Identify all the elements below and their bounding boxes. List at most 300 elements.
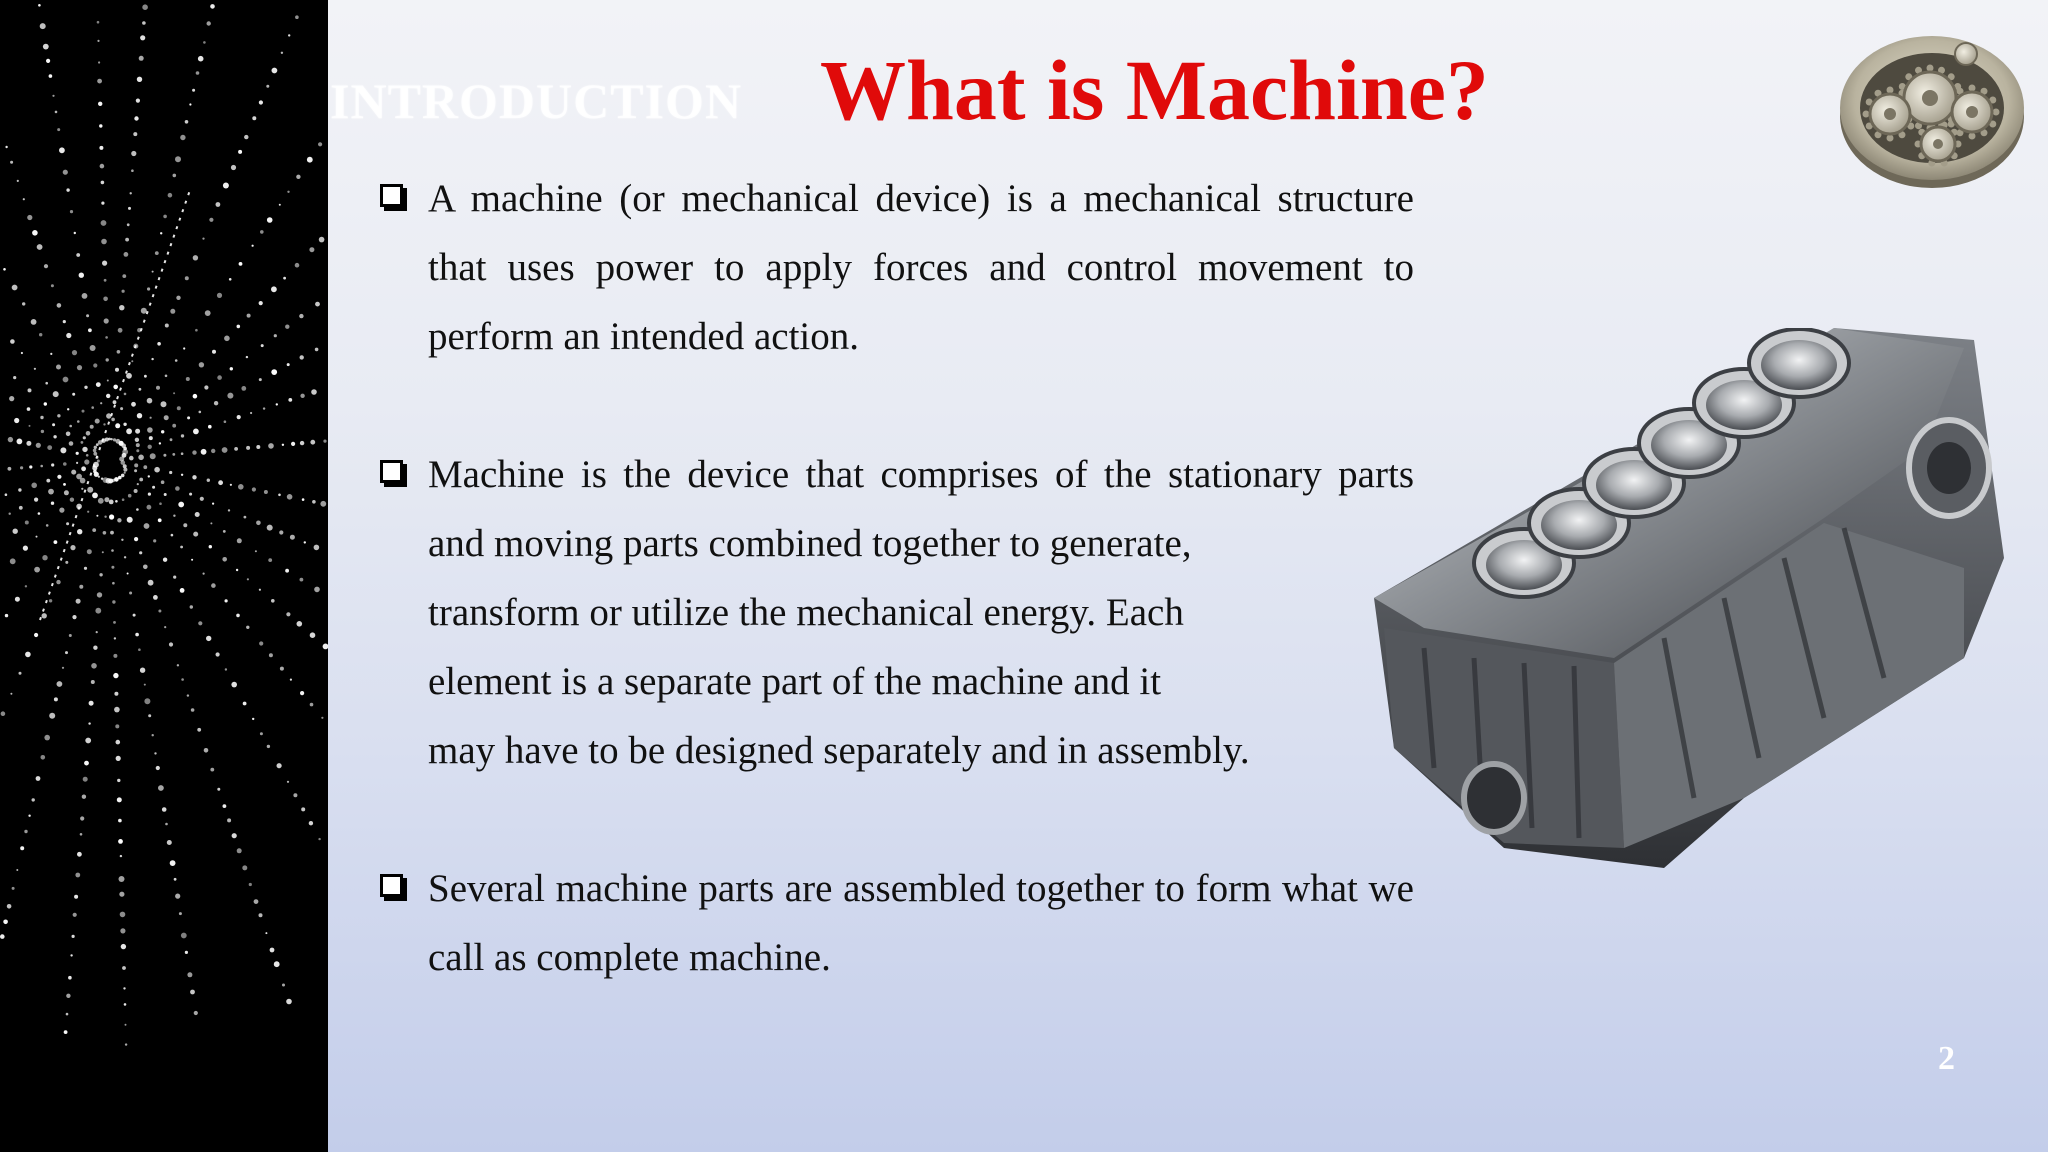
decorative-dot (199, 411, 202, 414)
decorative-dot (69, 634, 72, 637)
decorative-dot (224, 336, 230, 342)
decorative-dot (203, 573, 205, 575)
decorative-dot (191, 708, 195, 712)
decorative-dot (237, 325, 241, 329)
decorative-dot (178, 502, 184, 508)
decorative-dot (125, 1043, 127, 1045)
decorative-dot (29, 425, 31, 427)
decorative-dot (82, 447, 87, 452)
decorative-dot (83, 777, 88, 782)
decorative-dot (54, 540, 58, 544)
decorative-dot (24, 830, 27, 833)
decorative-dot (272, 68, 278, 74)
decorative-dot (52, 95, 54, 97)
decorative-dot (84, 761, 89, 766)
decorative-dot (104, 497, 109, 502)
decorative-dot (25, 652, 31, 658)
decorative-dot (147, 505, 152, 510)
decorative-dot (271, 599, 275, 603)
decorative-dot (138, 648, 141, 651)
decorative-dot (310, 440, 315, 445)
decorative-dot (314, 545, 320, 551)
decorative-dot (19, 672, 22, 675)
decorative-dot (127, 517, 133, 523)
decorative-dot (214, 401, 218, 405)
decorative-dot (150, 453, 156, 459)
decorative-dot (141, 308, 147, 314)
decorative-dot (174, 878, 177, 881)
decorative-dot (10, 558, 16, 564)
decorative-dot (19, 506, 23, 510)
decorative-dot (250, 412, 252, 414)
decorative-dot (34, 633, 38, 637)
decorative-dot (158, 518, 162, 522)
decorative-dot (165, 823, 168, 826)
decorative-dot (158, 785, 164, 791)
decorative-dot (192, 450, 196, 454)
decorative-dot (91, 680, 95, 684)
decorative-dot (101, 220, 107, 226)
decorative-dot (301, 807, 305, 811)
decorative-dot (118, 328, 123, 333)
decorative-dot (53, 435, 56, 438)
decorative-dot (114, 707, 120, 713)
decorative-dot (134, 116, 138, 120)
decorative-dot (64, 1030, 68, 1034)
decorative-dot (101, 202, 104, 205)
decorative-dot (135, 438, 139, 442)
decorative-dot (57, 475, 61, 479)
decorative-dot (309, 247, 314, 252)
decorative-streak (40, 190, 190, 620)
decorative-dot (72, 393, 75, 396)
decorative-dot (242, 865, 247, 870)
bullet-item (380, 164, 1414, 371)
decorative-dot (98, 102, 102, 106)
decorative-dot (92, 493, 98, 499)
decorative-dot (57, 128, 60, 131)
gear-tooth (1969, 133, 1976, 140)
decorative-dot (238, 484, 244, 490)
decorative-dot (137, 483, 139, 485)
decorative-dot (169, 471, 172, 474)
decorative-dot (230, 484, 232, 486)
decorative-dot (36, 776, 41, 781)
gear-tooth (1993, 109, 2000, 116)
decorative-dot (180, 588, 185, 593)
decorative-dot (173, 515, 175, 517)
decorative-dot (198, 621, 202, 625)
decorative-dot (278, 494, 281, 497)
decorative-dot (100, 402, 102, 404)
decorative-dot (5, 146, 7, 148)
decorative-dot (17, 180, 19, 182)
decorative-dot (131, 360, 133, 362)
decorative-dot (183, 347, 185, 349)
decorative-dot (180, 546, 183, 549)
decorative-dot (118, 839, 123, 844)
decorative-dot (133, 614, 136, 617)
decorative-dot (169, 642, 173, 646)
decorative-dot (122, 966, 126, 970)
decorative-dot (49, 599, 52, 602)
decorative-dot (66, 432, 71, 437)
decorative-dot (209, 545, 212, 548)
decorative-dot (76, 452, 79, 455)
decorative-dot (271, 369, 277, 375)
decorative-dot (176, 296, 180, 300)
decorative-dot (79, 273, 84, 278)
decorative-dot (59, 508, 64, 513)
decorative-dot (287, 363, 290, 366)
decorative-dot (164, 493, 167, 496)
decorative-dot (55, 111, 58, 114)
decorative-dot (86, 314, 89, 317)
decorative-dot (127, 573, 129, 575)
decorative-dot (46, 59, 50, 63)
decorative-dot (105, 336, 108, 339)
decorative-dot (44, 735, 50, 741)
decorative-dot (111, 549, 114, 552)
decorative-dot (222, 557, 227, 562)
decorative-dot (69, 441, 74, 446)
decorative-dot (15, 597, 20, 602)
decorative-dot (104, 318, 109, 323)
decorative-dot (230, 367, 233, 370)
decorative-dot (77, 420, 80, 423)
decorative-dot (115, 368, 119, 372)
decorative-dot (276, 403, 278, 405)
decorative-dot (142, 21, 146, 25)
decorative-dot (92, 528, 96, 532)
decorative-dot (93, 449, 97, 453)
decorative-dot (98, 498, 104, 504)
gear-tooth (1887, 87, 1894, 94)
decorative-dot (63, 170, 68, 175)
decorative-dot (100, 164, 105, 169)
decorative-dot (122, 274, 126, 278)
decorative-dot (109, 514, 114, 519)
decorative-dot (97, 21, 100, 24)
decorative-dot (120, 407, 123, 410)
decorative-dot (231, 682, 237, 688)
decorative-dot (300, 355, 304, 359)
decorative-dot (21, 352, 23, 354)
decorative-dot (287, 494, 293, 500)
decorative-dot (101, 478, 103, 480)
decorative-dot (268, 443, 274, 449)
decorative-dot (124, 556, 126, 558)
decorative-dot (101, 181, 105, 185)
decorative-dot (208, 425, 212, 429)
decorative-dot (177, 664, 179, 666)
decorative-dot-pattern-panel (0, 0, 328, 1152)
decorative-dot (152, 486, 155, 489)
bullet-text-justified: Machine is the device that comprises of the stationary parts and moving parts combined together to generate, (428, 453, 1414, 565)
section-label: INTRODUCTION (330, 73, 743, 129)
decorative-dot (41, 755, 46, 760)
decorative-dot (157, 342, 161, 346)
decorative-dot (189, 493, 192, 496)
decorative-dot (5, 493, 8, 496)
decorative-dot (133, 132, 137, 136)
decorative-dot (139, 551, 142, 554)
decorative-dot (211, 583, 216, 588)
decorative-dot (191, 559, 193, 561)
decorative-dot (280, 667, 284, 671)
decorative-dot (36, 536, 38, 538)
decorative-dot (156, 766, 160, 770)
decorative-dot (25, 521, 29, 525)
decorative-dot (249, 883, 252, 886)
decorative-dot (323, 644, 328, 650)
decorative-dot (96, 382, 101, 387)
decorative-dot (115, 500, 118, 503)
decorative-dot (10, 693, 12, 695)
decorative-dot (71, 470, 76, 475)
decorative-dot (117, 518, 121, 522)
decorative-dot (180, 135, 185, 140)
decorative-dot (190, 605, 193, 608)
decorative-dot (116, 756, 121, 761)
decorative-dot (159, 442, 161, 444)
decorative-dot (68, 976, 72, 980)
decorative-dot (27, 215, 32, 220)
decorative-dot (243, 702, 247, 706)
decorative-dot (137, 413, 142, 418)
decorative-dot (77, 365, 82, 370)
decorative-dot (293, 793, 297, 797)
decorative-dot (20, 466, 23, 469)
decorative-dot (67, 408, 69, 410)
decorative-dot (266, 85, 269, 88)
decorative-dot (134, 469, 137, 472)
decorative-dot (76, 599, 81, 604)
bullet-text: A machine (or mechanical device) is a mechanical structure that uses power to apply forces and control movement to perform an intended action. (428, 177, 1414, 358)
decorative-dot (282, 444, 284, 446)
decorative-dot (164, 415, 169, 420)
decorative-dot (232, 833, 237, 838)
decorative-dot (290, 535, 295, 540)
decorative-dot (300, 441, 304, 445)
decorative-dot (41, 430, 44, 433)
decorative-dot (131, 402, 136, 407)
decorative-dot (51, 502, 54, 505)
decorative-dot (218, 480, 223, 485)
decorative-dot (93, 646, 97, 650)
decorative-dot (125, 1024, 127, 1026)
decorative-dot (74, 232, 76, 234)
decorative-dot (224, 420, 227, 423)
decorative-dot (113, 673, 118, 678)
decorative-dot (148, 580, 154, 586)
decorative-dot (82, 410, 85, 413)
decorative-dot (237, 538, 242, 543)
decorative-dot (159, 502, 162, 505)
decorative-dot (31, 319, 37, 325)
decorative-dot (66, 994, 70, 998)
decorative-dot (70, 954, 72, 956)
decorative-dot (81, 441, 84, 444)
decorative-dot (148, 714, 151, 717)
slide-title: What is Machine? (820, 42, 1489, 138)
decorative-dot (149, 436, 153, 440)
decorative-dot (65, 651, 68, 654)
decorative-dot (124, 1003, 127, 1006)
decorative-dot (66, 333, 71, 338)
decorative-dot (63, 462, 67, 466)
decorative-dot (210, 4, 215, 9)
decorative-dot (16, 869, 18, 871)
decorative-dot (256, 445, 260, 449)
decorative-dot (95, 608, 101, 614)
decorative-dot (181, 678, 184, 681)
decorative-dot (77, 852, 82, 857)
decorative-dot (97, 79, 102, 84)
decorative-dot (121, 944, 126, 949)
decorative-dot (136, 99, 140, 103)
decorative-dot (238, 150, 242, 154)
decorative-dot (63, 377, 69, 383)
decorative-dot (114, 692, 118, 696)
decorative-dot (282, 984, 285, 987)
decorative-dot (172, 424, 176, 428)
decorative-dot (125, 238, 129, 242)
decorative-dot (13, 529, 18, 534)
decorative-dot (315, 348, 319, 352)
decorative-dot (109, 500, 114, 505)
decorative-dot (252, 245, 254, 247)
decorative-dot (87, 511, 89, 513)
decorative-dot (300, 578, 304, 582)
decorative-dot (247, 578, 249, 580)
decorative-dot (312, 500, 316, 504)
decorative-dot (40, 23, 46, 29)
decorative-dot (56, 580, 60, 584)
decorative-dot (267, 745, 270, 748)
decorative-dot (254, 899, 259, 904)
decorative-dot (268, 558, 272, 562)
decorative-dot (12, 887, 15, 890)
decorative-dot (161, 401, 167, 407)
bullet-item (380, 854, 1414, 992)
decorative-dot (43, 44, 49, 50)
decorative-dot (70, 545, 75, 550)
decorative-dot (22, 302, 25, 305)
decorative-dot (112, 582, 115, 585)
decorative-dot (252, 116, 256, 120)
decorative-dot (195, 329, 198, 332)
decorative-dot (314, 587, 320, 593)
decorative-dot (193, 532, 198, 537)
decorative-dot (40, 465, 43, 468)
decorative-dot (321, 717, 323, 719)
decorative-dot (279, 204, 281, 206)
decorative-dot (123, 468, 127, 472)
decorative-dot (190, 990, 195, 995)
decorative-dot (139, 56, 144, 61)
decorative-dot (202, 238, 204, 240)
decorative-dot (290, 679, 292, 681)
decorative-dot (173, 392, 175, 394)
decorative-dot (144, 684, 146, 686)
decorative-dot (114, 637, 116, 639)
decorative-dot (45, 382, 48, 385)
decorative-dot (107, 380, 109, 382)
decorative-dot (44, 264, 48, 268)
decorative-dot (122, 498, 125, 501)
decorative-dot (163, 558, 167, 562)
decorative-dot (225, 599, 228, 602)
decorative-dot (129, 456, 134, 461)
decorative-dot (120, 928, 125, 933)
decorative-dot (76, 474, 82, 480)
decorative-dot (106, 394, 110, 398)
decorative-dot (175, 894, 180, 899)
decorative-dot (196, 71, 200, 75)
decorative-dot (154, 752, 156, 754)
decorative-dot (311, 389, 317, 395)
decorative-dot (131, 169, 134, 172)
decorative-dot (244, 135, 248, 139)
decorative-dot (209, 218, 213, 222)
decorative-dot (34, 498, 38, 502)
decorative-dot (307, 157, 313, 163)
decorative-dot (199, 362, 204, 367)
decorative-dot (5, 614, 8, 617)
decorative-dot (222, 447, 228, 453)
decorative-dot (138, 455, 144, 461)
decorative-dot (86, 454, 89, 457)
decorative-dot (310, 632, 316, 638)
decorative-dot (121, 539, 123, 541)
decorative-dot (108, 438, 111, 441)
decorative-dot (200, 497, 204, 501)
decorative-dot (48, 489, 54, 495)
decorative-dot (57, 303, 62, 308)
decorative-dot (124, 472, 126, 474)
decorative-dot (99, 146, 103, 150)
decorative-dot (194, 1011, 198, 1015)
decorative-dot (102, 551, 104, 553)
decorative-dot (247, 314, 251, 318)
decorative-dot (144, 698, 150, 704)
decorative-dot (286, 999, 292, 1005)
decorative-dot (66, 1013, 69, 1016)
decorative-dot (34, 368, 36, 370)
decorative-dot (123, 423, 126, 426)
decorative-dot (96, 515, 98, 517)
decorative-dot (60, 447, 66, 453)
decorative-dot (269, 653, 273, 657)
decorative-dot (163, 215, 167, 219)
decorative-dot (151, 358, 153, 360)
decorative-dot (173, 576, 176, 579)
decorative-dot (259, 913, 263, 917)
decorative-dot (295, 263, 300, 268)
decorative-dot (302, 498, 305, 501)
decorative-dot (116, 740, 121, 745)
decorative-dot (165, 324, 169, 328)
decorative-dot (320, 501, 326, 507)
decorative-dot (3, 268, 6, 271)
decorative-dot (106, 358, 109, 361)
decorative-dot (127, 223, 130, 226)
decorative-dot (170, 309, 175, 314)
decorative-dot (113, 621, 116, 624)
decorative-dot (288, 34, 290, 36)
decorative-dot (210, 768, 214, 772)
